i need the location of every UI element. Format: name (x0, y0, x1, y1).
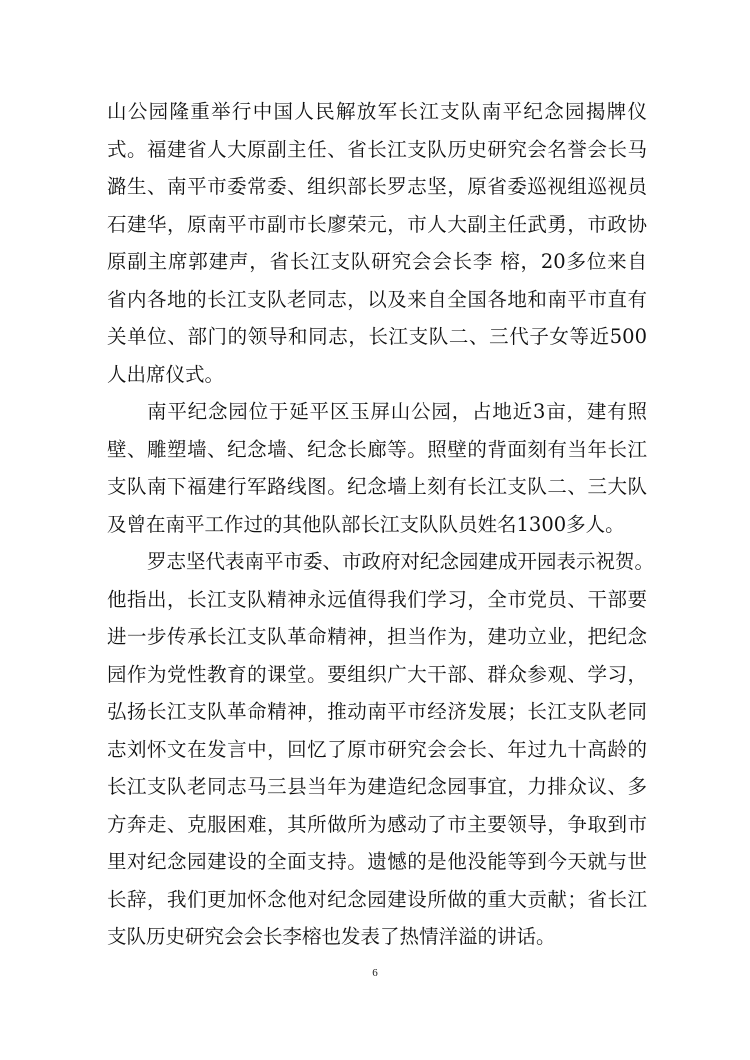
text-line: 方奔走、克服困难，其所做所为感动了市主要领导，争取到市 (107, 812, 647, 836)
text-line: 原副主席郭建声，省长江支队研究会会长李 榕，20多位来自 (107, 250, 647, 273)
text-line: 及曾在南平工作过的其他队部长江支队队员姓名1300多人。 (107, 512, 625, 536)
text-line: 壁、雕塑墙、纪念墙、纪念长廊等。照壁的背面刻有当年长江 (107, 437, 647, 461)
text-line: 省内各地的长江支队老同志，以及来自全国各地和南平市直有 (107, 287, 647, 311)
text-line: 园作为党性教育的课堂。要组织广大干部、群众参观、学习， (107, 662, 647, 686)
text-line: 弘扬长江支队革命精神，推动南平市经济发展；长江支队老同 (107, 700, 647, 723)
paragraph-2 (107, 393, 647, 543)
paragraph-1 (107, 93, 647, 393)
paragraph-3 (107, 543, 655, 956)
text-line: 石建华，原南平市副市长廖荣元，市人大副主任武勇，市政协 (107, 212, 647, 236)
text-line: 长辞，我们更加怀念他对纪念园建设所做的重大贡献；省长江 (107, 887, 647, 911)
text-line: 里对纪念园建设的全面支持。遗憾的是他没能等到今天就与世 (107, 850, 647, 873)
text-line: 长江支队老同志马三县当年为建造纪念园事宜，力排众议、多 (107, 775, 647, 798)
text-line: 志刘怀文在发言中，回忆了原市研究会会长、年过九十高龄的 (107, 737, 647, 761)
text-line: 南平纪念园位于延平区玉屏山公园，占地近3亩，建有照 (147, 400, 647, 423)
page-number: 6 (372, 967, 378, 979)
text-line: 进一步传承长江支队革命精神，担当作为，建功立业，把纪念 (107, 625, 647, 648)
text-line: 潞生、南平市委常委、组织部长罗志坚，原省委巡视组巡视员 (107, 175, 647, 198)
text-line: 山公园隆重举行中国人民解放军长江支队南平纪念园揭牌仪 (107, 100, 647, 123)
text-line: 人出席仪式。 (107, 362, 225, 386)
text-line: 式。福建省人大原副主任、省长江支队历史研究会名誉会长马 (107, 137, 647, 161)
text-line: 他指出，长江支队精神永远值得我们学习，全市党员、干部要 (107, 587, 647, 611)
text-line: 支队南下福建行军路线图。纪念墙上刻有长江支队二、三大队 (107, 475, 647, 498)
text-line: 罗志坚代表南平市委、市政府对纪念园建成开园表示祝贺。 (147, 550, 655, 573)
text-line: 支队历史研究会会长李榕也发表了热情洋溢的讲话。 (107, 925, 556, 948)
text-line: 关单位、部门的领导和同志，长江支队二、三代子女等近500 (107, 325, 647, 348)
body-text (107, 93, 655, 956)
